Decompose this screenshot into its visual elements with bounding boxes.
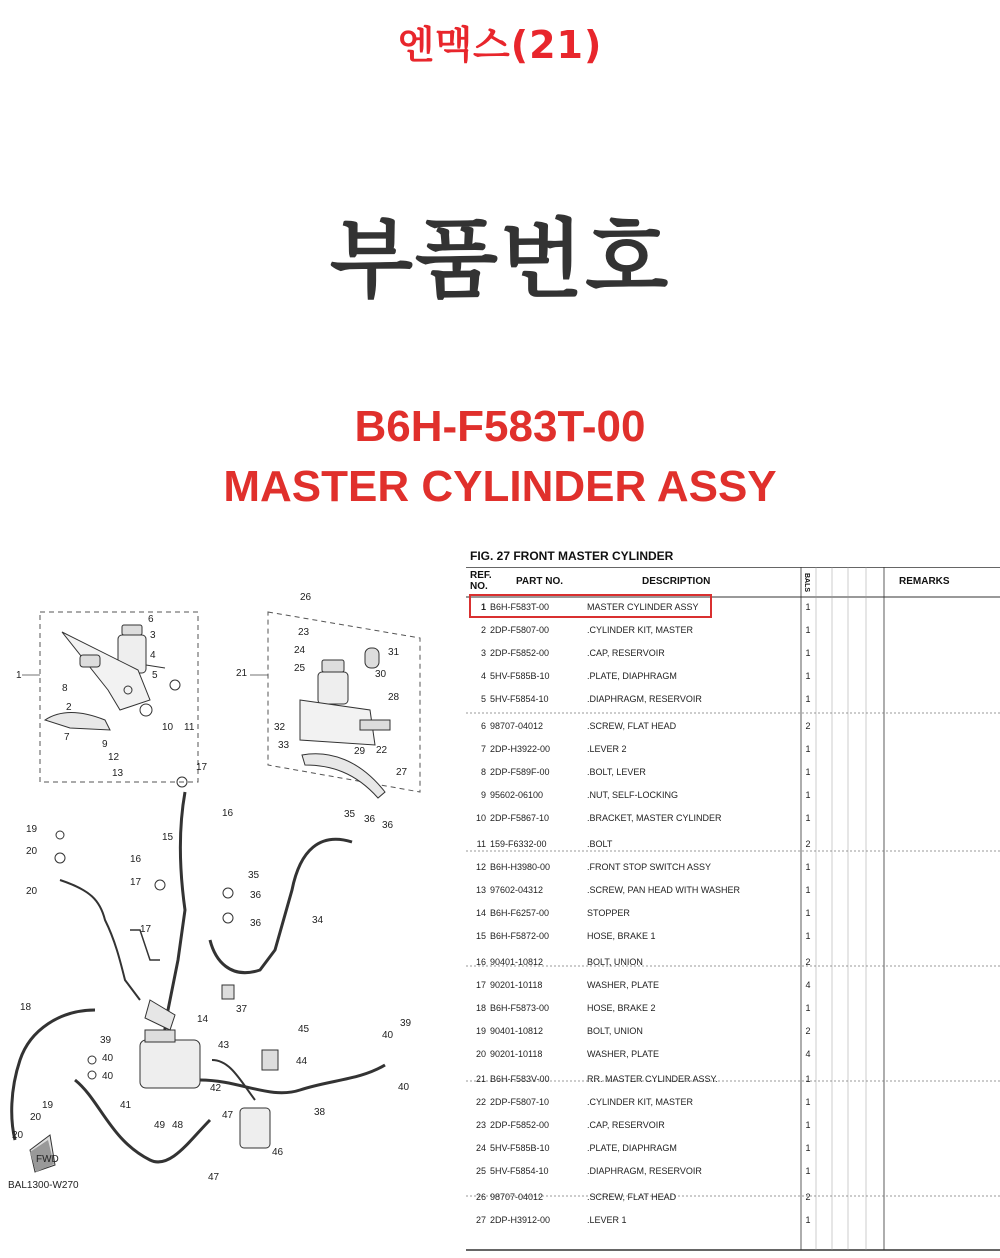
description-cell: HOSE, BRAKE 1 xyxy=(587,931,656,941)
header-description: DESCRIPTION xyxy=(642,576,711,587)
part-name: MASTER CYLINDER ASSY xyxy=(223,462,777,511)
callout: 36 xyxy=(250,890,262,901)
quantity-cell: 1 xyxy=(805,1003,811,1013)
callout: 20 xyxy=(30,1112,42,1123)
part-number-cell: 90201-10118 xyxy=(490,980,543,990)
part-number-cell: B6H-F583T-00 xyxy=(490,602,550,612)
callout: 23 xyxy=(298,627,310,638)
callout: 39 xyxy=(100,1035,112,1046)
callout: 46 xyxy=(272,1147,284,1158)
callout: 21 xyxy=(236,668,248,679)
part-number-cell: 159-F6332-00 xyxy=(490,839,547,849)
table-row xyxy=(466,951,1000,974)
part-number-cell: B6H-F583V-00 xyxy=(490,1074,550,1084)
callout: 39 xyxy=(400,1018,412,1029)
table-row xyxy=(466,1020,1000,1043)
part-number-cell: 2DP-F5852-00 xyxy=(490,1120,550,1130)
part-number-cell: 95602-06100 xyxy=(490,790,544,800)
callout: 20 xyxy=(26,846,38,857)
header-part-no: PART NO. xyxy=(516,576,564,587)
part-number-cell: 90201-10118 xyxy=(490,1049,543,1059)
description-cell: .FRONT STOP SWITCH ASSY xyxy=(587,862,712,872)
callout: 40 xyxy=(398,1082,410,1093)
callout: 17 xyxy=(196,762,208,773)
callout: 47 xyxy=(208,1172,220,1183)
quantity-cell: 4 xyxy=(805,1049,811,1059)
callout: 17 xyxy=(130,877,142,888)
part-number-cell: B6H-H3980-00 xyxy=(490,862,551,872)
brake-hose-18 xyxy=(12,1010,95,1140)
description-cell: .BOLT, LEVER xyxy=(587,767,646,777)
quantity-cell: 1 xyxy=(805,1215,811,1225)
part-number-cell: 90401-10812 xyxy=(490,957,544,967)
callout: 11 xyxy=(184,722,195,733)
part-number-cell: 5HV-F585B-10 xyxy=(490,1143,550,1153)
description-cell: .BRACKET, MASTER CYLINDER xyxy=(587,813,722,823)
description-cell: .SCREW, FLAT HEAD xyxy=(587,1192,677,1202)
quantity-cell: 1 xyxy=(805,744,811,754)
ref-no: 12 xyxy=(475,862,486,872)
rear-reservoir-shape xyxy=(318,672,348,704)
callout: 24 xyxy=(294,645,306,656)
description-cell: .LEVER 1 xyxy=(587,1215,627,1225)
callout: 47 xyxy=(222,1110,234,1121)
callout: 40 xyxy=(382,1030,394,1041)
ref-no: 18 xyxy=(475,1003,486,1013)
part-number-cell: 90401-10812 xyxy=(490,1026,544,1036)
highlight-box xyxy=(469,594,712,618)
table-row xyxy=(466,997,1000,1020)
quantity-cell: 2 xyxy=(805,839,811,849)
ref-no: 21 xyxy=(475,1074,486,1084)
table-row xyxy=(466,879,1000,902)
part-number-cell: 97602-04312 xyxy=(490,885,544,895)
part-number-cell: 2DP-H3912-00 xyxy=(490,1215,551,1225)
callout: 44 xyxy=(296,1056,308,1067)
table-row xyxy=(466,665,1000,688)
callout: 43 xyxy=(218,1040,230,1051)
description-cell: STOPPER xyxy=(587,908,630,918)
callout: 14 xyxy=(197,1014,209,1025)
part-number-cell: 98707-04012 xyxy=(490,721,544,731)
quantity-cell: 2 xyxy=(805,1026,811,1036)
table-row xyxy=(466,642,1000,665)
description-cell: .DIAPHRAGM, RESERVOIR xyxy=(587,1166,702,1176)
parts-table-area xyxy=(466,545,1000,1258)
ref-no: 5 xyxy=(480,694,486,704)
callout: 36 xyxy=(364,814,376,825)
part-number-cell: 2DP-H3922-00 xyxy=(490,744,551,754)
callout: 38 xyxy=(314,1107,326,1118)
callout: 27 xyxy=(396,767,408,778)
table-row xyxy=(466,1091,1000,1114)
hydraulic-unit xyxy=(140,1040,200,1088)
ref-no: 10 xyxy=(475,813,486,823)
ref-no: 23 xyxy=(475,1120,486,1130)
ref-no: 6 xyxy=(480,721,486,731)
description-cell: .CYLINDER KIT, MASTER xyxy=(587,625,694,635)
callout: 41 xyxy=(120,1100,132,1111)
rear-lever-shape xyxy=(302,754,385,798)
part-number-cell: 5HV-F585B-10 xyxy=(490,671,550,681)
callout: 18 xyxy=(20,1002,32,1013)
callout: 25 xyxy=(294,663,306,674)
page-title: 부품번호 xyxy=(329,210,671,310)
quantity-cell: 1 xyxy=(805,790,811,800)
callout: 49 xyxy=(154,1120,166,1131)
callout: 20 xyxy=(26,886,38,897)
quantity-cell: 1 xyxy=(805,1120,811,1130)
table-row xyxy=(466,619,1000,642)
callout: 15 xyxy=(162,832,174,843)
callout: 35 xyxy=(248,870,260,881)
callout: 8 xyxy=(62,683,68,694)
callout: 42 xyxy=(210,1083,222,1094)
table-row xyxy=(466,1160,1000,1183)
ref-no: 1 xyxy=(480,602,486,612)
table-row xyxy=(466,715,1000,738)
description-cell: WASHER, PLATE xyxy=(587,980,660,990)
description-cell: .CAP, RESERVOIR xyxy=(587,648,665,658)
quantity-cell: 1 xyxy=(805,931,811,941)
callout: 31 xyxy=(388,647,400,658)
callout: 48 xyxy=(172,1120,184,1131)
table-row xyxy=(466,688,1000,711)
ref-no: 20 xyxy=(475,1049,486,1059)
quantity-cell: 2 xyxy=(805,1192,811,1202)
ref-no: 2 xyxy=(480,625,486,635)
quantity-cell: 1 xyxy=(805,625,811,635)
table-row xyxy=(466,761,1000,784)
table-row xyxy=(466,856,1000,879)
table-row xyxy=(466,738,1000,761)
description-cell: .NUT, SELF-LOCKING xyxy=(587,790,679,800)
ref-no: 17 xyxy=(475,980,486,990)
brake-hose-38 xyxy=(200,1065,385,1093)
callout: 36 xyxy=(382,820,394,831)
callout: 2 xyxy=(66,702,72,713)
table-row xyxy=(466,1043,1000,1066)
ref-no: 26 xyxy=(475,1192,486,1202)
ref-no: 24 xyxy=(475,1143,486,1153)
description-cell: .DIAPHRAGM, RESERVOIR xyxy=(587,694,702,704)
quantity-cell: 1 xyxy=(805,862,811,872)
callout: 30 xyxy=(375,669,387,680)
callout: 1 xyxy=(16,670,22,681)
part-number-cell: 2DP-F589F-00 xyxy=(490,767,550,777)
callout-labels xyxy=(12,592,412,1183)
description-cell: .CYLINDER KIT, MASTER xyxy=(587,1097,694,1107)
table-row xyxy=(466,807,1000,830)
part-number-cell: 5HV-F5854-10 xyxy=(490,694,549,704)
table-row xyxy=(466,784,1000,807)
callout: 12 xyxy=(108,752,120,763)
svg-text:FWD: FWD xyxy=(36,1154,59,1165)
ref-no: 22 xyxy=(475,1097,486,1107)
figure-title: FIG. 27 FRONT MASTER CYLINDER xyxy=(470,549,674,563)
callout: 29 xyxy=(354,746,366,757)
callout: 13 xyxy=(112,768,124,779)
quantity-cell: 2 xyxy=(805,721,811,731)
table-row xyxy=(466,1068,1000,1091)
part-number-cell: B6H-F5873-00 xyxy=(490,1003,550,1013)
callout: 33 xyxy=(278,740,290,751)
table-row xyxy=(466,1186,1000,1209)
description-cell: .SCREW, FLAT HEAD xyxy=(587,721,677,731)
callout: 37 xyxy=(236,1004,248,1015)
ref-no: 4 xyxy=(480,671,486,681)
description-cell: .PLATE, DIAPHRAGM xyxy=(587,1143,677,1153)
description-cell: BOLT, UNION xyxy=(587,1026,643,1036)
description-cell: HOSE, BRAKE 2 xyxy=(587,1003,656,1013)
quantity-cell: 2 xyxy=(805,957,811,967)
part-number-cell: 2DP-F5852-00 xyxy=(490,648,550,658)
quantity-cell: 4 xyxy=(805,980,811,990)
ref-no: 7 xyxy=(480,744,486,754)
quantity-cell: 1 xyxy=(805,1166,811,1176)
description-cell: MASTER CYLINDER ASSY xyxy=(587,602,699,612)
callout: 17 xyxy=(140,924,152,935)
part-number-cell: 5HV-F5854-10 xyxy=(490,1166,549,1176)
quantity-cell: 1 xyxy=(805,908,811,918)
callout: 9 xyxy=(102,739,108,750)
part-number: B6H-F583T-00 xyxy=(354,402,646,451)
description-cell: BOLT, UNION xyxy=(587,957,643,967)
part-number-cell: 2DP-F5807-00 xyxy=(490,625,550,635)
header-ref-no: REF. NO. xyxy=(470,570,492,592)
ref-no: 3 xyxy=(480,648,486,658)
description-cell: RR. MASTER CYLINDER ASSY. xyxy=(587,1074,718,1084)
ref-no: 27 xyxy=(475,1215,486,1225)
header-qty: BALS xyxy=(803,573,810,593)
callout: 28 xyxy=(388,692,400,703)
part-number-cell: B6H-F6257-00 xyxy=(490,908,550,918)
table-row xyxy=(466,925,1000,948)
callout: 4 xyxy=(150,650,156,661)
quantity-cell: 1 xyxy=(805,1097,811,1107)
description-cell: .BOLT xyxy=(587,839,613,849)
table-row xyxy=(466,974,1000,997)
quantity-cell: 1 xyxy=(805,602,811,612)
callout: 16 xyxy=(222,808,234,819)
front-lever-shape xyxy=(45,713,110,731)
callout: 3 xyxy=(150,630,156,641)
ref-no: 19 xyxy=(475,1026,486,1036)
callout: 40 xyxy=(102,1071,114,1082)
ref-no: 9 xyxy=(480,790,486,800)
quantity-cell: 1 xyxy=(805,694,811,704)
ref-no: 25 xyxy=(475,1166,486,1176)
callout: 36 xyxy=(250,918,262,929)
ref-no: 16 xyxy=(475,957,486,967)
model-label: 엔맥스(21) xyxy=(397,23,603,67)
ref-no: 14 xyxy=(475,908,486,918)
part-number-cell: 2DP-F5867-10 xyxy=(490,813,550,823)
quantity-cell: 1 xyxy=(805,1143,811,1153)
table-row xyxy=(466,1114,1000,1137)
quantity-cell: 1 xyxy=(805,648,811,658)
callout: 6 xyxy=(148,614,154,625)
header-remarks: REMARKS xyxy=(899,576,950,587)
table-row xyxy=(466,1209,1000,1232)
diagram-code: BAL1300-W270 xyxy=(8,1180,79,1191)
callout: 19 xyxy=(26,824,38,835)
description-cell: .SCREW, PAN HEAD WITH WASHER xyxy=(587,885,741,895)
description-cell: .LEVER 2 xyxy=(587,744,627,754)
quantity-cell: 1 xyxy=(805,813,811,823)
exploded-parts-diagram xyxy=(0,560,462,1250)
callout: 35 xyxy=(344,809,356,820)
brake-hose-34 xyxy=(210,839,352,972)
quantity-cell: 1 xyxy=(805,1074,811,1084)
callout: 34 xyxy=(312,915,324,926)
callout: 19 xyxy=(42,1100,54,1111)
quantity-cell: 1 xyxy=(805,671,811,681)
quantity-cell: 1 xyxy=(805,885,811,895)
table-row xyxy=(466,833,1000,856)
ref-no: 13 xyxy=(475,885,486,895)
callout: 10 xyxy=(162,722,174,733)
callout: 45 xyxy=(298,1024,310,1035)
description-cell: WASHER, PLATE xyxy=(587,1049,660,1059)
callout: 22 xyxy=(376,745,388,756)
table-row xyxy=(466,1137,1000,1160)
callout: 32 xyxy=(274,722,286,733)
callout: 20 xyxy=(12,1130,24,1141)
callout: 5 xyxy=(152,670,158,681)
ref-no: 11 xyxy=(476,839,486,849)
callout: 7 xyxy=(64,732,70,743)
ref-no: 15 xyxy=(475,931,486,941)
callout: 40 xyxy=(102,1053,114,1064)
part-number-cell: 2DP-F5807-10 xyxy=(490,1097,550,1107)
part-number-cell: 98707-04012 xyxy=(490,1192,544,1202)
callout: 16 xyxy=(130,854,142,865)
description-cell: .CAP, RESERVOIR xyxy=(587,1120,665,1130)
description-cell: .PLATE, DIAPHRAGM xyxy=(587,671,677,681)
quantity-cell: 1 xyxy=(805,767,811,777)
table-row xyxy=(466,902,1000,925)
part-number-cell: B6H-F5872-00 xyxy=(490,931,550,941)
callout: 26 xyxy=(300,592,312,603)
ref-no: 8 xyxy=(480,767,486,777)
